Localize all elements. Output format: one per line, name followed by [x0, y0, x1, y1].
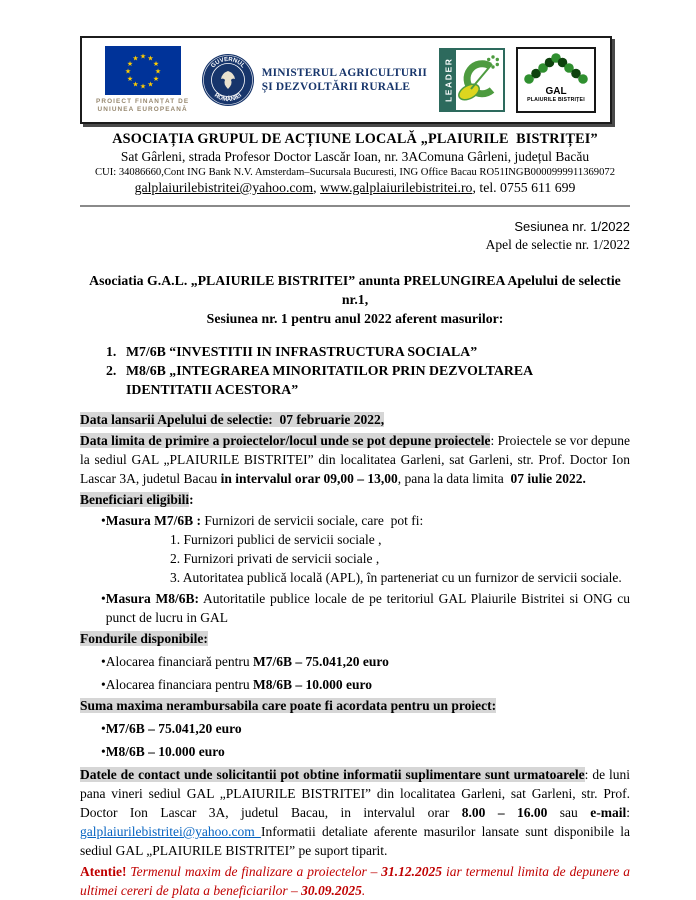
attention-text: iar termenul limita de depunere a ultimei cereri de plata a beneficiarilor – — [80, 864, 630, 898]
beneficiaries-heading — [80, 490, 630, 509]
ministry-line2: ȘI DEZVOLTĂRII RURALE — [261, 81, 411, 93]
org-name: ASOCIAȚIA GRUPUL DE ACȚIUNE LOCALĂ „PLAIURILE BISTRIȚEI” — [112, 131, 598, 147]
measure-m7-6b: M7/6B “INVESTITII IN INFRASTRUCTURA SOCIALA” — [126, 344, 478, 359]
svg-text:★: ★ — [152, 75, 159, 83]
measure-desc: Autoritatile publice locale de pe teritoriul GAL Plaiurile Bistritei si ONG cu punct de lucru in GAL — [105, 591, 630, 625]
government-seal-icon — [201, 53, 255, 107]
provider-type-1: 1. Furnizori publici de servicii sociale , — [170, 532, 382, 547]
bullet-icon: • — [101, 677, 106, 692]
gal-name: GAL — [545, 86, 567, 97]
call-number: Apel de selectie nr. 1/2022 — [485, 237, 630, 252]
contact-text: sau — [547, 805, 591, 820]
measure-m8-6b: M8/6B „INTEGRAREA MINORITATILOR PRIN DEZVOLTAREA IDENTITATII ACESTORA” — [126, 363, 533, 397]
fund-prefix: Alocarea financiara pentru — [105, 677, 254, 692]
attention-label: Atentie! — [80, 864, 127, 879]
contact-hours: 8.00 – 16.00 — [461, 805, 548, 820]
org-address: Sat Gârleni, strada Profesor Doctor Lascăr Ioan, nr. 3AComuna Gârleni, județul Bacău — [120, 149, 590, 164]
svg-text:ROMÂNIEI: ROMÂNIEI — [212, 92, 243, 104]
svg-text:★: ★ — [124, 67, 131, 76]
attention-text: . — [361, 883, 366, 898]
announcement-title — [80, 271, 630, 328]
deadline-hours: in intervalul orar 09,00 – 13,00 — [220, 471, 398, 486]
beneficiary-text — [106, 589, 630, 627]
bullet-icon: • — [101, 513, 106, 528]
letterhead — [80, 131, 630, 196]
svg-text:★: ★ — [152, 60, 159, 68]
attention-text: Termenul maxim de finalizare a proiectelor – — [126, 864, 382, 879]
org-registration: CUI: 34086660,Cont ING Bank N.V. Amsterdam–Sucursala Bucuresti, ING Office Bacau RO51INGB0000999911369072 — [94, 167, 615, 178]
gal-logo — [516, 47, 596, 113]
separator: , — [313, 180, 321, 195]
contact-text: Informatii detaliate aferente masurilor lansate sunt disponibile la sediul GAL „PLAIURILE BISTRITEI” pe suport tiparit. — [80, 824, 630, 858]
bullet-icon: • — [101, 591, 106, 606]
max-grant-amount: M7/6B – 75.041,20 euro — [105, 721, 242, 736]
leader-logo — [439, 48, 505, 112]
funds-heading-highlight: Fondurile disponibile: — [80, 631, 208, 646]
deadline-text: , pana la data limita — [397, 471, 511, 486]
svg-text:★: ★ — [146, 54, 154, 63]
fund-item-m8 — [80, 675, 630, 694]
list-item — [106, 342, 630, 361]
gal-emblem-icon — [521, 52, 591, 86]
measure-label: Masura M8/6B: — [105, 591, 200, 606]
svg-text:★: ★ — [146, 80, 154, 89]
colon: : — [626, 805, 630, 820]
launch-date-highlight: Data lansarii Apelului de selectie: 07 februarie 2022, — [80, 412, 385, 427]
attention-note — [80, 862, 630, 900]
svg-text:★: ★ — [126, 75, 133, 83]
provider-type-3: 3. Autoritatea publică locală (APL), în parteneriat cu un furnizor de servicii sociale. — [170, 570, 622, 585]
item-number: 2. — [106, 363, 117, 378]
title-line1: Asociatia G.A.L. „PLAIURILE BISTRITEI” anunta PRELUNGIREA Apelului de selectie nr.1, — [89, 273, 621, 307]
max-grant-heading — [80, 696, 630, 715]
gal-subname: PLAIURILE BISTRIȚEI — [527, 97, 585, 103]
fund-text — [106, 675, 630, 694]
leader-emblem-icon — [456, 50, 503, 110]
provider-type-2: 2. Furnizori privati de servicii sociale , — [170, 551, 380, 566]
eu-flag-icon — [105, 46, 181, 95]
org-website-link[interactable]: www.galplaiurilebistritei.ro — [320, 180, 473, 195]
header-divider — [80, 205, 630, 207]
fund-amount: M8/6B – 10.000 euro — [253, 677, 373, 692]
fund-item-m7 — [80, 652, 630, 671]
session-info — [80, 218, 630, 254]
bullet-icon: • — [101, 721, 106, 736]
org-phone: tel. 0755 611 699 — [479, 180, 576, 195]
fund-prefix: Alocarea financiară pentru — [105, 654, 254, 669]
leader-label: LEADER — [441, 50, 456, 110]
funds-heading — [80, 629, 630, 648]
item-number: 1. — [106, 344, 117, 359]
contact-email-link[interactable]: galplaiurilebistritei@yahoo.com — [80, 824, 261, 839]
ministry-line1: MINISTERUL AGRICULTURII — [261, 66, 427, 79]
attention-deadline-2: 30.09.2025 — [301, 883, 362, 898]
org-email-link[interactable]: galplaiurilebistritei@yahoo.com — [134, 180, 314, 195]
svg-text:★: ★ — [131, 80, 139, 89]
fund-text — [106, 652, 630, 671]
contact-text: : de luni pana vineri sediul GAL „PLAIURILE BISTRITEI” din localitatea Garleni, sat Garleni, str. Prof. Doctor Ion Lascar 3A, judetul Bacau, in intervalul orar — [80, 767, 630, 820]
deadline-date: 07 iulie 2022. — [510, 471, 586, 486]
beneficiary-text — [106, 511, 630, 530]
max-grant-item-m8 — [80, 742, 630, 761]
colon: : — [189, 492, 194, 507]
max-grant-text — [106, 719, 630, 738]
svg-text:★: ★ — [131, 54, 139, 63]
eu-flag-logo — [96, 46, 189, 114]
list-item — [106, 361, 630, 399]
org-contact-line — [80, 180, 630, 196]
measure-label: Masura M7/6B : — [105, 513, 201, 528]
max-grant-heading-highlight: Suma maxima nerambursabila care poate fi acordata pentru un proiect: — [80, 698, 497, 713]
max-grant-item-m7 — [80, 719, 630, 738]
government-logo — [201, 53, 427, 107]
contact-email-label: e-mail — [590, 805, 627, 820]
beneficiary-item-m8 — [80, 589, 630, 627]
logo-strip — [80, 36, 612, 124]
beneficiaries-heading-highlight: Beneficiari eligibili — [80, 492, 190, 507]
svg-text:★: ★ — [126, 60, 133, 68]
attention-deadline-1: 31.12.2025 — [381, 864, 443, 879]
contact-heading-highlight: Datele de contact unde solicitantii pot obtine informatii suplimentare sunt urmatoarele — [80, 767, 585, 782]
deadline-highlight: Data limita de primire a proiectelor/locul unde se pot depune proiectele — [80, 433, 491, 448]
beneficiary-item-m7 — [80, 511, 630, 530]
bullet-icon: • — [101, 744, 106, 759]
max-grant-amount: M8/6B – 10.000 euro — [105, 744, 225, 759]
contact-paragraph — [80, 765, 630, 860]
svg-text:GUVERNUL: GUVERNUL — [210, 56, 246, 70]
measure-desc: Furnizori de servicii sociale, care pot fi: — [200, 513, 424, 528]
measures-list — [106, 342, 630, 399]
svg-text:★: ★ — [154, 67, 161, 76]
eu-caption-line2: UNIUNEA EUROPEANĂ — [97, 106, 188, 113]
eu-caption — [96, 98, 189, 114]
max-grant-text — [106, 742, 630, 761]
separator: , — [472, 180, 480, 195]
svg-text:★: ★ — [139, 52, 146, 61]
ministry-name — [262, 66, 427, 95]
deadline-text: : Proiectele se vor depune la sediul GAL „PLAIURILE BISTRITEI” din localitatea Garleni, sat Garleni, str. Prof. Doctor Ion Lascar 3A, judetul Bacau — [80, 433, 631, 486]
launch-date-line — [80, 410, 630, 429]
fund-amount: M7/6B – 75.041,20 euro — [253, 654, 389, 669]
session-number: Sesiunea nr. 1/2022 — [514, 219, 630, 234]
title-line2: Sesiunea nr. 1 pentru anul 2022 aferent masurilor: — [206, 311, 504, 326]
bullet-icon: • — [101, 654, 106, 669]
eu-caption-line1: PROIECT FINANȚAT DE — [96, 98, 190, 105]
deadline-paragraph — [80, 431, 630, 488]
svg-text:★: ★ — [139, 82, 146, 91]
